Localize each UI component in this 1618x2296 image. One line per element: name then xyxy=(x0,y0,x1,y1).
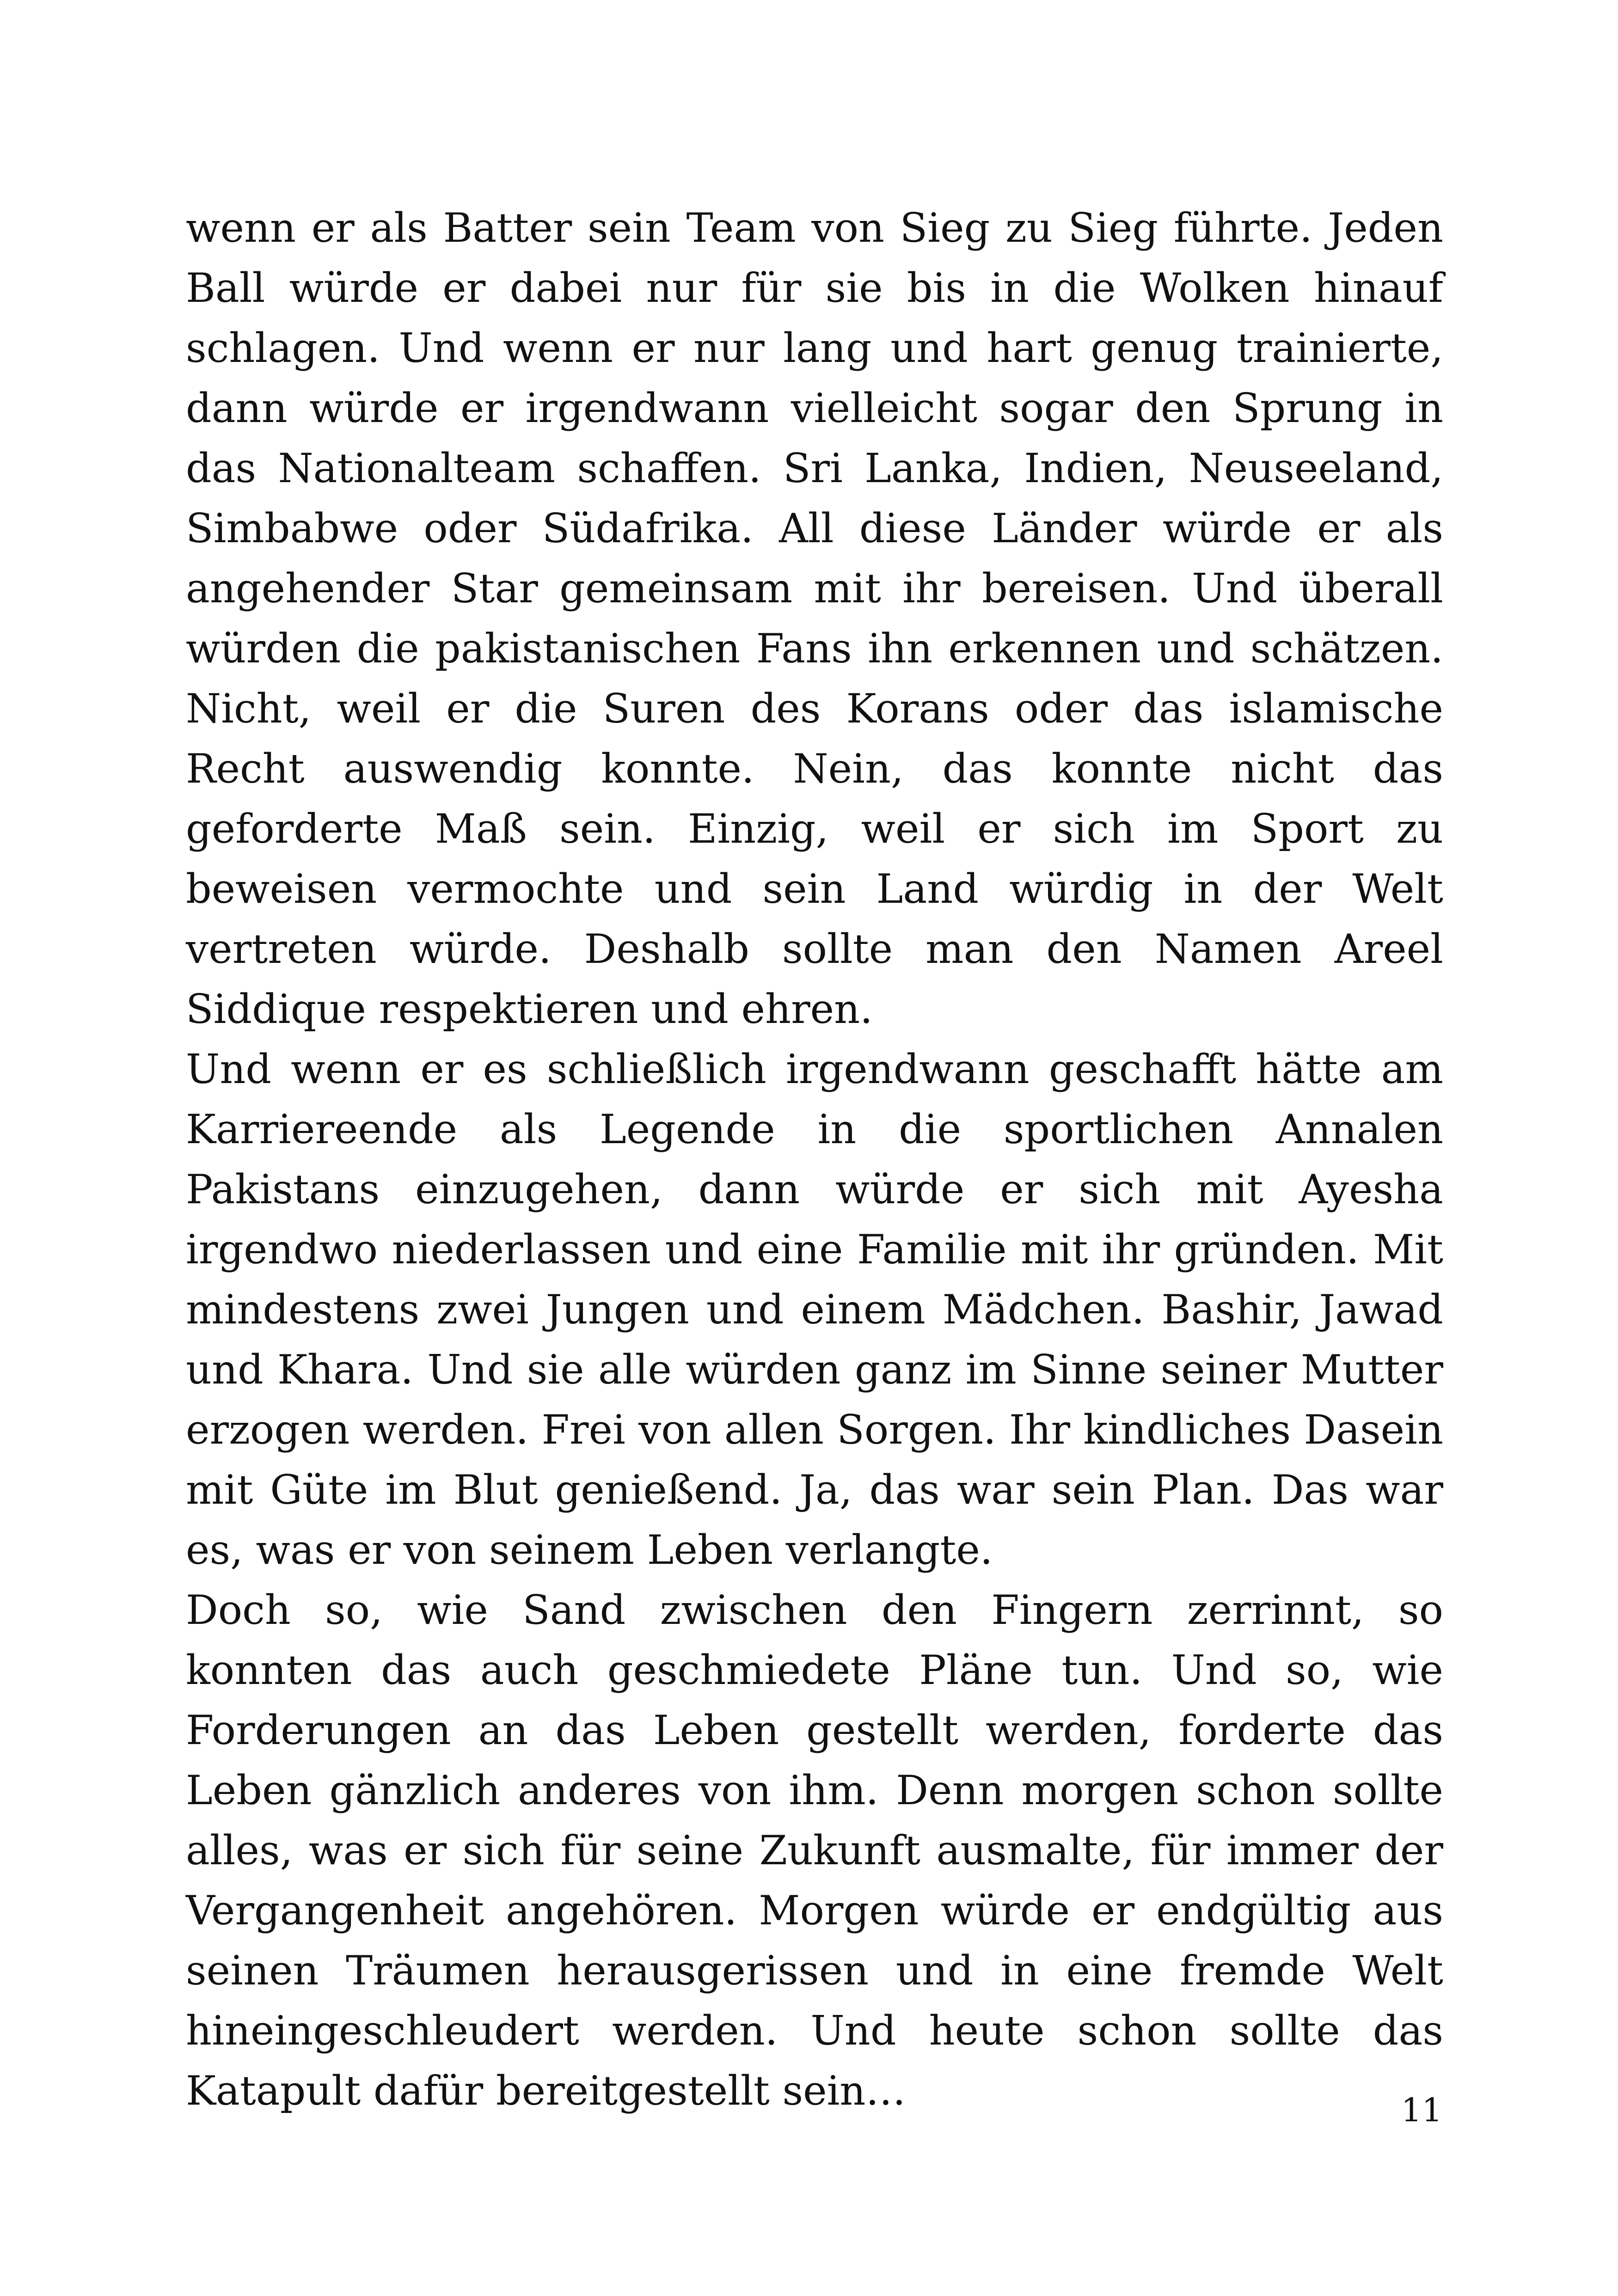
page-number: 11 xyxy=(1401,2091,1442,2129)
paragraph: Doch so, wie Sand zwischen den Fingern zerrinnt, so konnten das auch geschmiedete Pläne tun. Und so, wie Forderungen an das Leben gestellt werden, forderte das Leben gänzlich anderes von ihm. Denn morgen schon sollte alles, was er sich für seine Zukunft ausmalte, für immer der Vergangenheit angehören. Morgen würde er endgültig aus seinen Träumen herausgerissen und in eine fremde Welt hineingeschleudert werden. Und heute schon sollte das Katapult dafür bereitgestellt sein… xyxy=(186,1586,1443,2114)
paragraph: wenn er als Batter sein Team von Sieg zu Sieg führte. Jeden Ball würde er dabei nur für sie bis in die Wolken hinauf schlagen. Und wenn er nur lang und hart genug trainierte, dann würde er irgendwann vielleicht sogar den Sprung in das Nationalteam schaffen. Sri Lanka, Indien, Neuseeland, Simbabwe oder Südafrika. All diese Länder würde er als angehender Star gemeinsam mit ihr bereisen. Und überall würden die pakistanischen Fans ihn erkennen und schätzen. Nicht, weil er die Suren des Korans oder das islamische Recht auswendig konnte. Nein, das konnte nicht das geforderte Maß sein. Einzig, weil er sich im Sport zu beweisen vermochte und sein Land würdig in der Welt vertreten würde. Deshalb sollte man den Namen Areel Siddique respektieren und ehren. xyxy=(186,204,1443,1033)
paragraph: Und wenn er es schließlich irgendwann geschafft hätte am Karriereende als Legende in die sportlichen Annalen Pakistans einzugehen, dann würde er sich mit Ayesha irgendwo niederlassen und eine Familie mit ihr gründen. Mit mindestens zwei Jungen und einem Mädchen. Bashir, Jawad und Khara. Und sie alle würden ganz im Sinne seiner Mutter erzogen werden. Frei von allen Sorgen. Ihr kindliches Dasein mit Güte im Blut genießend. Ja, das war sein Plan. Das war es, was er von seinem Leben verlangte. xyxy=(186,1046,1443,1574)
body-text xyxy=(186,198,1443,2121)
